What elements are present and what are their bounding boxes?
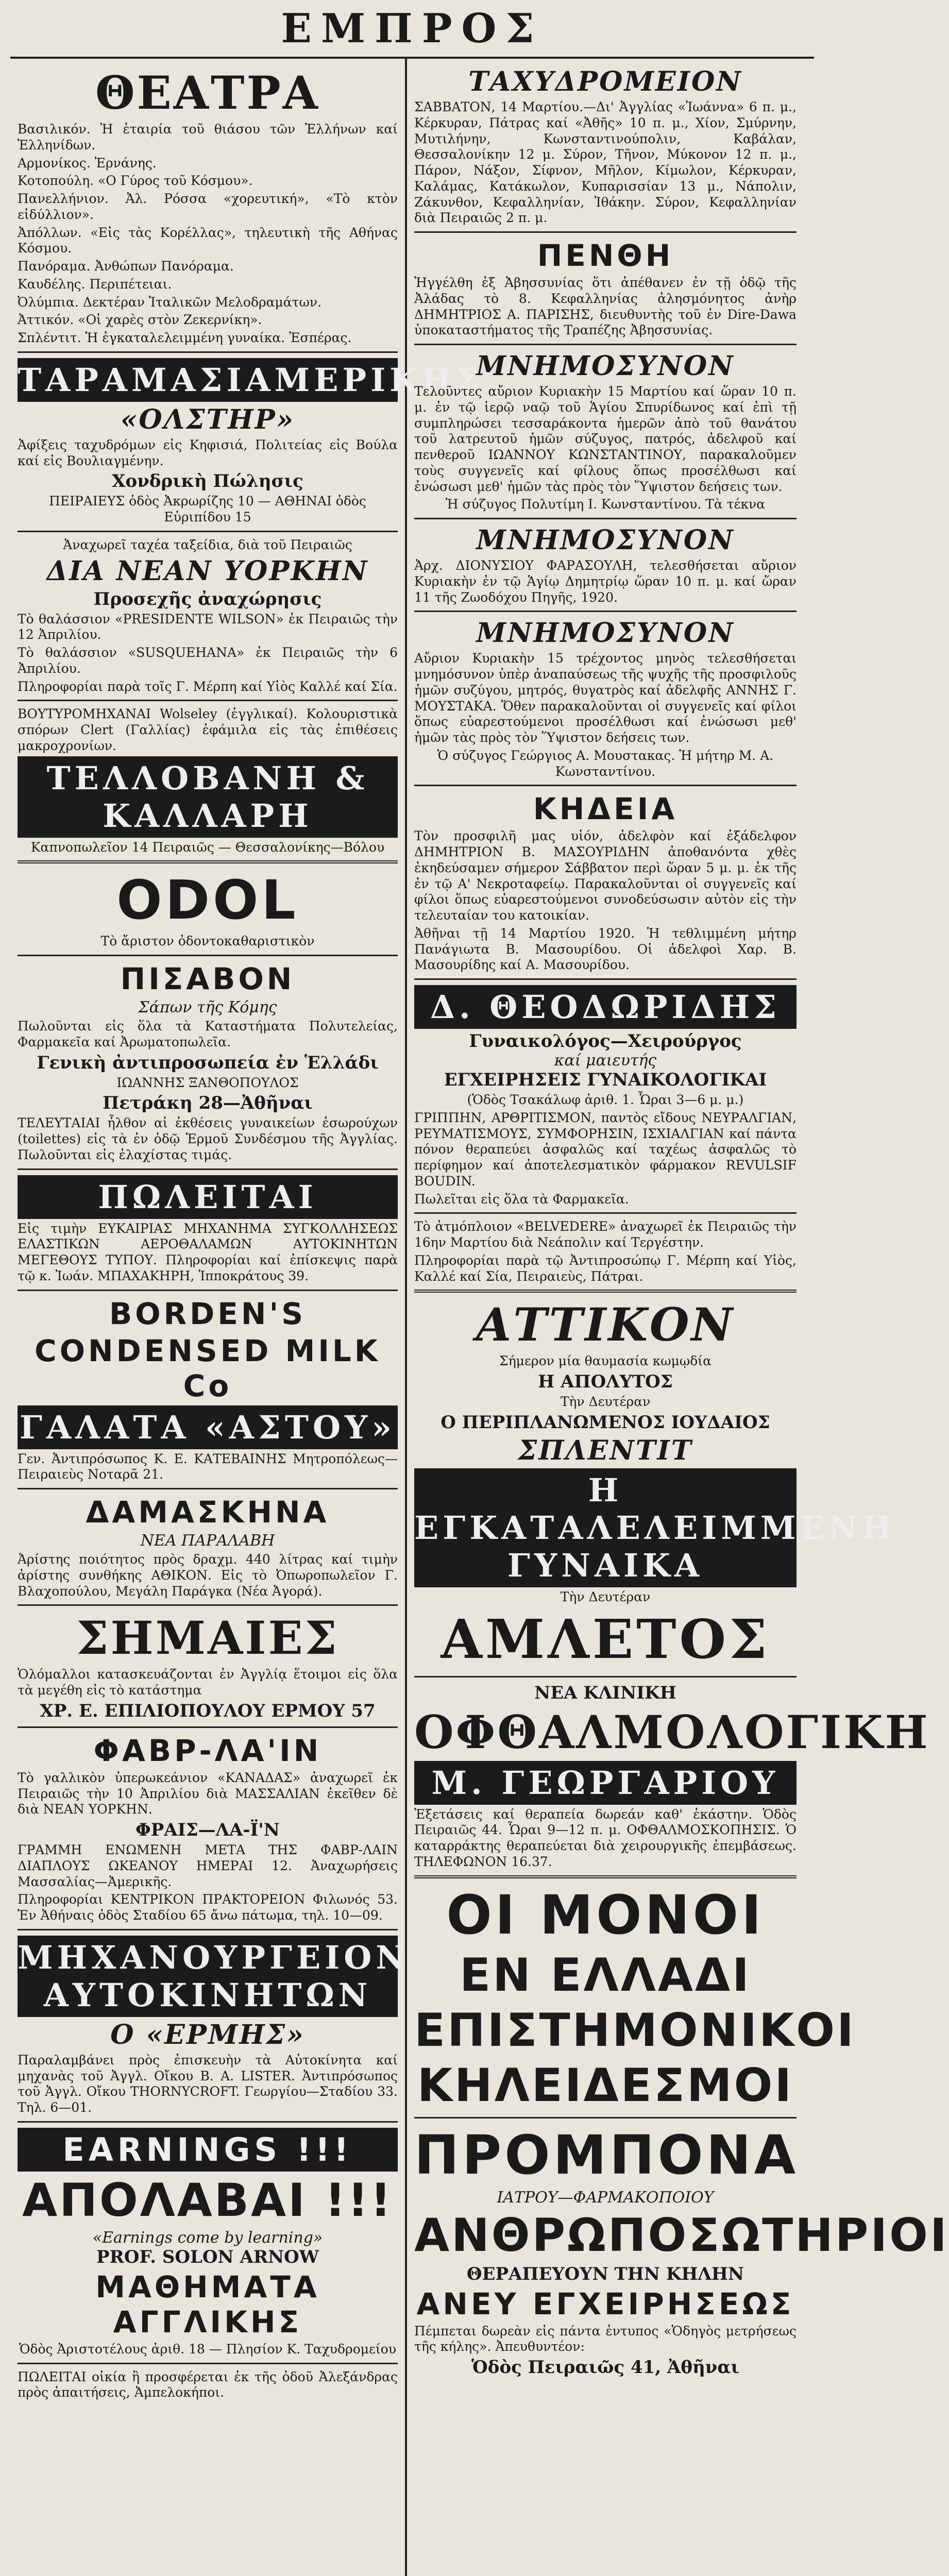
ad-emphasis: ΧΡ. Ε. ΕΠΙΛΙΟΠΟΥΛΟΥ ΕΡΜΟΥ 57 [40, 1700, 376, 1721]
ad-text: Ἠγγέλθη ἐξ Ἀβησσυνίας ὅτι ἀπέθανεν ἐν τῇ ὁδῷ τῆς Ἀλάδας τὸ 8. Κεφαλληνίας ἀλησμόνητος ἀνὴρ ΔΗΜΗΤΡΙΟΣ Α. ΠΑΡΙΣΗΣ, διευθυντὴς τοῦ ἐν Dire-Dawa ὑποκαταστήματος τῆς Τραπέζης Ἀβησσυνίας. [414, 275, 797, 338]
ad-heading: ΦΑΒΡ-ΛΑ'ΙΝ [93, 1733, 322, 1768]
ad-emphasis: Η ΑΠΟΛΥΤΟΣ [538, 1371, 673, 1392]
ad-heading: ΟΦΘΑΛΜΟΛΟΓΙΚΗ [414, 1705, 930, 1759]
ad-heading: ΜΝΗΜΟΣΥΝΟΝ [476, 350, 735, 382]
ad-emphasis: ΝΕΑ ΚΛΙΝΙΚΗ [534, 1682, 676, 1703]
ad-heading: ΔΑΜΑΣΚΗΝΑ [86, 1495, 330, 1530]
ad-text: Πανελλήνιον. Ἀλ. Ρόσσα «χορευτική», «Τὸ κτὸν εἰδύλλιον». [18, 191, 398, 222]
ad-text: Πληροφορίαι ΚΕΝΤΡΙΚΟΝ ΠΡΑΚΤΟΡΕΙΟΝ Φιλωνός 53. Ἐν Ἀθήναις ὁδὸς Σταδίου 65 ἄνω πάτωμα, τηλ. 10—09. [18, 1892, 398, 1923]
ad-heading: Η ΕΓΚΑΤΑΛΕΛΕΙΜΜΕΝΗ ΓΥΝΑΙΚΑ [414, 1468, 797, 1587]
ad-text: Τὴν Δευτέραν [560, 1394, 651, 1409]
ad-emphasis: Χονδρικὴ Πώλησις [112, 471, 303, 492]
rule-divider [414, 1212, 797, 1214]
ad-emphasis: Πετράκη 28—Ἀθῆναι [103, 1093, 313, 1114]
ad-heading: Μ. ΓΕΩΡΓΑΡΙΟΥ [414, 1761, 797, 1805]
ad-heading: ΑΝΘΡΩΠΟΣΩΤΗΡΙΟΙ [414, 2208, 949, 2262]
ad-heading: ΠΙΣΑΒΟΝ [120, 961, 295, 996]
rule-divider [414, 978, 797, 980]
ad-heading: ΜΝΗΜΟΣΥΝΟΝ [476, 524, 735, 556]
rule-divider [18, 1168, 398, 1170]
right-column [407, 59, 949, 2576]
ad-text: Σπλέντιτ. Ἡ ἐγκαταλελειμμένη γυναίκα. Ἐσπέρας. [18, 330, 352, 345]
rule-divider [414, 1676, 797, 1677]
rule-divider [18, 860, 398, 863]
ad-heading: CONDENSED MILK Co [35, 1333, 381, 1403]
ad-text: Πανόραμα. Ἀνθώπων Πανόραμα. [18, 259, 234, 274]
ad-text: Τὸ θαλάσσιον «SUSQUEHANA» ἐκ Πειραιῶς τὴν 6 Ἀπριλίου. [18, 645, 398, 676]
ad-emphasis: PROF. SOLON ARNOW [96, 2246, 319, 2267]
ad-text: Ἀρίστης ποιότητος πρὸς δραχμ. 440 λίτρας καί τιμὴν ἀρίστης συνθήκης ΑΘΙΚΟΝ. Εἰς τὸ Ὀπωροπωλεῖον Γ. Βλαχοπούλου, Μεγάλη Παράγκα (Νέα Ἀγορά). [18, 1552, 398, 1599]
ad-heading: ΤΑΧΥΔΡΟΜΕΙΟΝ [468, 66, 742, 97]
ad-heading: ΠΡΟΜΠΟΝΑ [414, 2123, 799, 2187]
ad-heading: ΠΕΝΘΗ [537, 238, 674, 273]
rule-divider [18, 1929, 398, 1930]
ad-text: Ἀρχ. ΔΙΟΝΥΣΙΟΥ ΦΑΡΑΣΟΥΛΗ, τελεσθήσεται αὔριον Κυριακὴν ἐν τῷ Ἁγίῳ Δημητρίῳ ὥραν 10 π. μ. καί ὥραν 11 τῆς Ζωοδόχου Πηγῆς, 1920. [414, 558, 797, 605]
ad-heading: BORDEN'S [109, 1296, 306, 1331]
ad-text: Πέμπεται δωρεὰν εἰς πάντα ἐντυπος «Ὁδηγὸς μετρήσεως τῆς κήλης». Ἀπευθυντέον: [414, 2323, 797, 2354]
ad-emphasis: Ὁδὸς Πειραιῶς 41, Ἀθῆναι [471, 2357, 739, 2378]
ad-emphasis: Γυναικολόγος—Χειρούργος [469, 1031, 742, 1052]
ad-heading: ΜΗΧΑΝΟΥΡΓΕΙΟΝ ΑΥΤΟΚΙΝΗΤΩΝ [18, 1936, 398, 2017]
rule-divider [18, 1290, 398, 1291]
ad-heading: ODOL [116, 869, 299, 932]
ad-emphasis: ΕΓΧΕΙΡΗΣΕΙΣ ΓΥΝΑΙΚΟΛΟΓΙΚΑΙ [444, 1070, 767, 1090]
ad-heading: «ΟΛΣΤΗΡ» [120, 403, 295, 435]
ad-heading: ΚΗΛΕΙΔΕΣΜΟΙ [417, 2058, 794, 2112]
ad-heading: ΠΩΛΕΙΤΑΙ [18, 1175, 398, 1219]
ad-text: Ἀθῆναι τῇ 14 Μαρτίου 1920. Ἡ τεθλιμμένη μήτηρ Πανάγιωτα Β. Μασουρίδου. Οἱ ἀδελφοὶ Χαρ. Β. Μασουρίδης καί Α. Μασουρίδου. [414, 925, 797, 973]
ad-text: ΠΕΙΡΑΙΕΥΣ ὁδὸς Ἀκρωρίζης 10 — ΑΘΗΝΑΙ ὁδὸς Εὐριπίδου 15 [49, 494, 366, 524]
ad-emphasis: Γενικὴ ἀντιπροσωπεία ἐν Ἑλλάδι [37, 1052, 379, 1073]
ad-text: ΣΑΒΒΑΤΟΝ, 14 Μαρτίου.—Δι' Ἀγγλίας «Ἰωάννα» 6 π. μ., Κέρκυραν, Πάτρας καί «Ἀθῆς» 10 π. μ., Χίον, Σμύρνην, Μυτιλήνην, Κωνσταντινούπολιν, Καβάλαν, Θεσσαλονίκην 12 μ. Σύρον, Τῆνον, Μύκονον 12 π. μ., Πάρον, Νάξον, Σίφνον, Μῆλον, Κίμωλον, Κέρκυραν, Καλάμας, Κατάκωλον, Κυπαρισσίαν 13 μ., Νάπολιν, Ζάκυνθον, Κεφαλληνίαν, Ἰθάκην. Σύρον, Κεφαλληνίαν διὰ Πειραιῶς 2 π. μ. [414, 99, 797, 226]
ad-heading: ΜΑΘΗΜΑΤΑ ΑΓΓΛΙΚΗΣ [95, 2269, 320, 2340]
ad-text: Ὁλόμαλλοι κατασκευάζονται ἐν Ἀγγλίᾳ ἕτοιμοι εἰς ὅλα τὰ μεγέθη εἰς τὸ κατάστημα [18, 1667, 398, 1698]
rule-divider [414, 231, 797, 233]
ad-text: Παραλαμβάνει πρὸς ἐπισκευὴν τὰ Αὐτοκίνητα καί μηχανὰς τοῦ Ἀγγλ. Οἴκου Β. Α. LISTER. Ἀντιπρόσωπος τοῦ Ἀγγλ. Οἴκου THORNYCROFT. Γεωργίου—Σταδίου 33. Τηλ. 6—01. [18, 2052, 398, 2115]
ad-text: Ἀττικόν. «Οἱ χαρὲς στὸν Ζεκερνίκη». [18, 312, 262, 328]
ad-text: Τὴν Δευτέραν [560, 1589, 651, 1604]
rule-divider [18, 1604, 398, 1606]
rule-divider [414, 2117, 797, 2119]
ad-subheading: «Earnings come by learning» [92, 2228, 323, 2247]
ad-text: ΠΩΛΕΙΤΑΙ οἰκία ἢ προσφέρεται ἐκ τῆς ὁδοῦ Ἀλεξάνδρας πρὸς ἀπαιτήσεις, Ἀμπελοκήποι. [18, 2369, 398, 2400]
ad-emphasis: Ο ΠΕΡΙΠΛΑΝΩΜΕΝΟΣ ΙΟΥΔΑΙΟΣ [440, 1412, 770, 1433]
ad-text: ΓΡΙΠΠΗΝ, ΑΡΘΡΙΤΙΣΜΟΝ, παντὸς εἴδους ΝΕΥΡΑΛΓΙΑΝ, ΡΕΥΜΑΤΙΣΜΟΥΣ, ΣΥΜΦΟΡΗΣΙΝ, ΙΣΧΙΑΛΓΙΑΝ καί πάντα πόνον θεραπεύει ἀσφαλῶς καί ταχέως ἀσφαλῶς τὸ περίφημον καί ἀποτελεσματικὸν φάρμακον REVULSIF BOUDIN. [414, 1110, 797, 1189]
ad-heading: ΘΕΑΤΡΑ [95, 66, 320, 120]
rule-divider [414, 1875, 797, 1878]
ad-text: Τὸ ἄριστον ὀδοντοκαθαριστικὸν [100, 934, 315, 949]
ad-heading: ΕΝ ΕΛΛΑΔΙ [460, 1948, 751, 2002]
rule-divider [414, 1290, 797, 1293]
ad-emphasis: Προσεχῆς ἀναχώρησις [93, 588, 322, 609]
ad-text: Ἀπόλλων. «Εἰς τὰς Κορέλλας», τηλευτικὴ τῆς Αθήνας Κόσμου. [18, 225, 398, 256]
rule-divider [18, 2121, 398, 2123]
ad-text: ΓΡΑΜΜΗ ΕΝΩΜΕΝΗ ΜΕΤΑ ΤΗΣ ΦΑΒΡ-ΛΑΙΝ ΔΙΑΠΛΟΥΣ ΩΚΕΑΝΟΥ ΗΜΕΡΑΙ 12. Ἀναχωρήσεις Μασσαλίας—Ἀμερικῆς. [18, 1842, 398, 1889]
ad-text: Γεν. Ἀντιπρόσωπος Κ. Ε. ΚΑΤΕΒΑΙΝΗΣ Μητροπόλεως—Πειραιεὺς Νοταρᾶ 21. [18, 1451, 398, 1482]
rule-divider [18, 700, 398, 701]
ad-heading: EARNINGS !!! [18, 2128, 398, 2172]
ad-emphasis: ΘΕΡΑΠΕΥΟΥΝ ΤΗΝ ΚΗΛΗΝ [466, 2263, 744, 2284]
ad-text: Πωλοῦνται εἰς ὅλα τὰ Καταστήματα Πολυτελείας, Φαρμακεῖα καί Ἀρωματοπωλεῖα. [18, 1019, 398, 1049]
ad-text: Τὸ γαλλικὸν ὑπερωκεάνιον «ΚΑΝΑΔΑΣ» ἀναχωρεῖ ἐκ Πειραιῶς τὴν 10 Ἀπριλίου διὰ ΜΑΣΣΑΛΙΑΝ ἐκεῖθεν δὲ διὰ ΝΕΑΝ ΥΟΡΚΗΝ. [18, 1770, 398, 1817]
ad-text: Σήμερον μία θαυμασία κωμῳδία [499, 1353, 711, 1369]
ad-heading: ΔΙΑ ΝΕΑΝ ΥΟΡΚΗΝ [46, 555, 369, 587]
ad-heading: ΑΠΟΛΑΒΑΙ !!! [22, 2173, 393, 2227]
ad-text: ΒΟΥΤΥΡΟΜΗΧΑΝΑΙ Wolseley (ἐγγλικαί). Κολουριστικὰ σπόρων Clert (Γαλλίας) ἐφάμιλα εἰς τὰς ἐπιθέσεις μακροχρονίων. [18, 706, 398, 753]
ad-text: ΙΩΑΝΝΗΣ ΞΑΝΘΟΠΟΥΛΟΣ [116, 1075, 299, 1090]
rule-divider [414, 344, 797, 345]
ad-text: (Ὁδὸς Τσακάλωφ ἀριθ. 1. Ὧραι 3—6 μ. μ.) [467, 1092, 744, 1107]
ad-heading: Ο «ΕΡΜΗΣ» [110, 2019, 305, 2050]
newspaper-title: ΕΜΠΡΟΣ [281, 5, 544, 52]
rule-divider [414, 611, 797, 612]
ad-text: Ἀφίξεις ταχυδρόμων εἰς Κηφισιά, Πολιτείας εἰς Βούλα καί εἰς Βουλιαγμένην. [18, 437, 398, 468]
ad-text: ΤΕΛΕΥΤΑΙΑΙ ἦλθον αἱ ἐκθέσεις γυναικείων ἐσωρούχων (toilettes) εἰς τὰ ἐν ὁδῷ Ἑρμοῦ Συνδέσμου τῆς Ἀγγλίας. Πωλοῦνται εἰς ἐλαχίστας τιμάς. [18, 1115, 398, 1162]
ad-text: Τὸ ἀτμόπλοιον «BELVEDERE» ἀναχωρεῖ ἐκ Πειραιῶς τὴν 16ην Μαρτίου διὰ Νεάπολιν καί Τεργέστην. [414, 1219, 797, 1250]
ad-heading: ΑΜΛΕΤΟΣ [440, 1607, 770, 1671]
ad-subheading: ΝΕΑ ΠΑΡΑΛΑΒΗ [140, 1532, 275, 1550]
ad-heading: ΤΑΡΑΜΑΣΙΑΜΕΡΙΚΗΣ [18, 358, 398, 402]
rule-divider [414, 518, 797, 519]
ad-heading: ΜΝΗΜΟΣΥΝΟΝ [476, 617, 735, 649]
ad-heading: ΓΑΛΑΤΑ «ΑΣΤΟΥ» [18, 1405, 398, 1449]
rule-divider [18, 351, 398, 353]
ad-text: Καυδέλης. Περιπέτειαι. [18, 276, 172, 292]
ad-text: Ἐξετάσεις καί θεραπεία δωρεάν καθ' ἑκάστην. Ὁδὸς Πειραιῶς 44. Ὧραι 9—12 π. μ. ΟΦΘΑΛΜΟΣΚΟΠΗΣΙΣ. Ὁ καταρράκτης θεραπεύεται διὰ χειρουργικῆς ἐπεμβάσεως. ΤΗΛΕΦΩΝΟΝ 16.37. [414, 1806, 797, 1869]
rule-divider [414, 785, 797, 786]
rule-divider [18, 1488, 398, 1489]
ad-text: Καπνοπωλεῖον 14 Πειραιῶς — Θεσσαλονίκης—Βόλου [30, 839, 385, 855]
ad-heading: ΟΙ ΜΟΝΟΙ [446, 1883, 765, 1946]
ad-text: Ἡ σύζυγος Πολυτίμη Ι. Κωνσταντίνου. Τὰ τέκνα [445, 497, 766, 512]
masthead [10, 0, 814, 59]
ad-heading: ΚΗΔΕΙΑ [533, 791, 678, 827]
ad-subheading: Σάπων τῆς Κόμης [138, 998, 277, 1016]
ad-heading: ΕΠΙΣΤΗΜΟΝΙΚΟΙ [414, 2003, 856, 2057]
ad-text: Αρμονίκος. Ἐρνάνης. [18, 155, 157, 171]
ad-text: Βασιλικόν. Ἡ ἑταιρία τοῦ θιάσου τῶν Ἑλλήνων καί Ἑλληνίδων. [18, 122, 398, 152]
ad-text: Πληροφορίαι παρὰ τοῖς Γ. Μέρπη καί Υἱὸς Καλλέ καί Σία. [18, 679, 398, 694]
ad-text: Αὔριον Κυριακὴν 15 τρέχοντος μηνὸς τελεσθήσεται μνημόσυνον ὑπὲρ ἀναπαύσεως τῆς ψυχῆς τῆς προσφιλοῦς ἡμῶν συζύγου, μητρός, θυγατρὸς καί ἀδελφῆς ΑΝΝΗΣ Γ. ΜΟΥΣΤΑΚΑ. Ὅθεν παρακαλοῦνται οἱ συγγενεῖς καί φίλοι ὅπως εὐαρεστούμενοι προσέλθωσι καί ἐνώσωσι μεθ' ἡμῶν τὰς πρὸς τὸν Ὕψιστον δεήσεις των. [414, 651, 797, 745]
ad-text: Ἀναχωρεῖ ταχέα ταξείδια, διὰ τοῦ Πειραιῶς [63, 537, 352, 552]
ad-text: Ὁδὸς Ἀριστοτέλους ἀριθ. 18 — Πλησίον Κ. Ταχυδρομείου [19, 2341, 397, 2357]
ad-text: Ὁ σύζυγος Γεώργιος Α. Μουστακας. Ἡ μήτηρ Μ. Α. Κωνσταντίνου. [437, 748, 774, 779]
ad-text: Τὸ θαλάσσιον «PRESIDENTE WILSON» ἐκ Πειραιῶς τὴν 12 Ἀπριλίου. [18, 611, 398, 642]
ad-heading: ΤΕΛΛΟΒΑΝΗ & ΚΑΛΛΑΡΗ [18, 756, 398, 838]
ad-text: Τὸν προσφιλῆ μας υἱόν, ἀδελφὸν καί ἐξάδελφον ΔΗΜΗΤΡΙΟΝ Β. ΜΑΣΟΥΡΙΔΗΝ ἀποθανόντα χθὲς ἐκηδεύσαμεν σήμερον Σάββατον περὶ ὥραν 5 μ. μ. ἐκ τῆς ἐν τῷ Α' Νεκροταφείῳ. Παρακαλοῦνται οἱ συγγενεῖς καί φίλοι ὅπως εὐαρεστούμενοι συνοδεύσωσιν αὐτὸν εἰς τὴν τελευταίαν του κατοικίαν. [414, 828, 797, 923]
ad-text: Πληροφορίαι παρὰ τῷ Ἀντιπροσώπῳ Γ. Μέρπη καί Υἱὸς, Καλλέ καί Σία, Πειραιεὺς, Πάτραι. [414, 1252, 797, 1284]
ad-emphasis: ΦΡΑΙΣ—ΛΑ-Ϊ'Ν [135, 1820, 280, 1840]
ad-heading: ΣΠΛΕΝΤΙΤ [518, 1434, 693, 1466]
ad-heading: Δ. ΘΕΟΔΩΡΙΔΗΣ [414, 985, 797, 1029]
ad-text: Πωλεῖται εἰς ὅλα τὰ Φαρμακεῖα. [414, 1191, 629, 1207]
ad-text: Κοτοπούλη. «Ο Γύρος τοῦ Κόσμου». [18, 173, 253, 189]
rule-divider [18, 531, 398, 532]
ad-subheading: καί μαιευτής [554, 1052, 657, 1070]
rule-divider [18, 1726, 398, 1728]
ad-text: Τελοῦντες αὔριον Κυριακὴν 15 Μαρτίου καί ὥραν 10 π. μ. ἐν τῷ ἱερῷ ναῷ τοῦ Ἁγίου Σπυρίδωνος καί ἐπὶ τῇ συμπληρώσει τεσσαράκοντα ἡμερῶν ἀπὸ τοῦ θανάτου τοῦ λατρευτοῦ ἡμῶν σύζυγος, πατρός, ἀδελφοῦ καί πενθεροῦ ΙΩΑΝΝΟΥ ΚΩΝΣΤΑΝΤΙΝΟΥ, παρακαλοῦμεν τοὺς συγγενεῖς καί φίλους ὅπως προσέλθωσι καί ἐνώσωσι μεθ' ἡμῶν τὰς πρὸς τὸν Ὕψιστον δεήσεις των. [414, 384, 797, 494]
rule-divider [18, 955, 398, 956]
ad-heading: ΣΗΜΑΙΕΣ [76, 1611, 339, 1665]
ad-heading: ΑΤΤΙΚΟΝ [476, 1298, 735, 1352]
ad-subheading: ΙΑΤΡΟΥ—ΦΑΡΜΑΚΟΠΟΙΟΥ [497, 2188, 714, 2207]
rule-divider [18, 2363, 398, 2364]
ad-heading: ΑΝΕΥ ΕΓΧΕΙΡΗΣΕΩΣ [416, 2286, 794, 2321]
ad-text: Ὀλύμπια. Δεκτέραν Ἰταλικῶν Μελοδραμάτων. [18, 294, 322, 310]
left-column [10, 59, 483, 2576]
ad-text: Εἰς τιμὴν ΕΥΚΑΙΡΙΑΣ ΜΗΧΑΝΗΜΑ ΣΥΓΚΟΛΛΗΣΕΩΣ ΕΛΑΣΤΙΚΩΝ ΑΕΡΟΘΑΛΑΜΩΝ ΑΥΤΟΚΙΝΗΤΩΝ ΜΕΓΕΘΟΥΣ ΤΥΠΟΥ. Πληροφορίαι καί ἐπίσκεψις παρὰ τῷ κ. Ἰωάν. ΜΠΑΧΑΚΗΡΗ, Ἱπποκράτους 39. [18, 1221, 398, 1283]
